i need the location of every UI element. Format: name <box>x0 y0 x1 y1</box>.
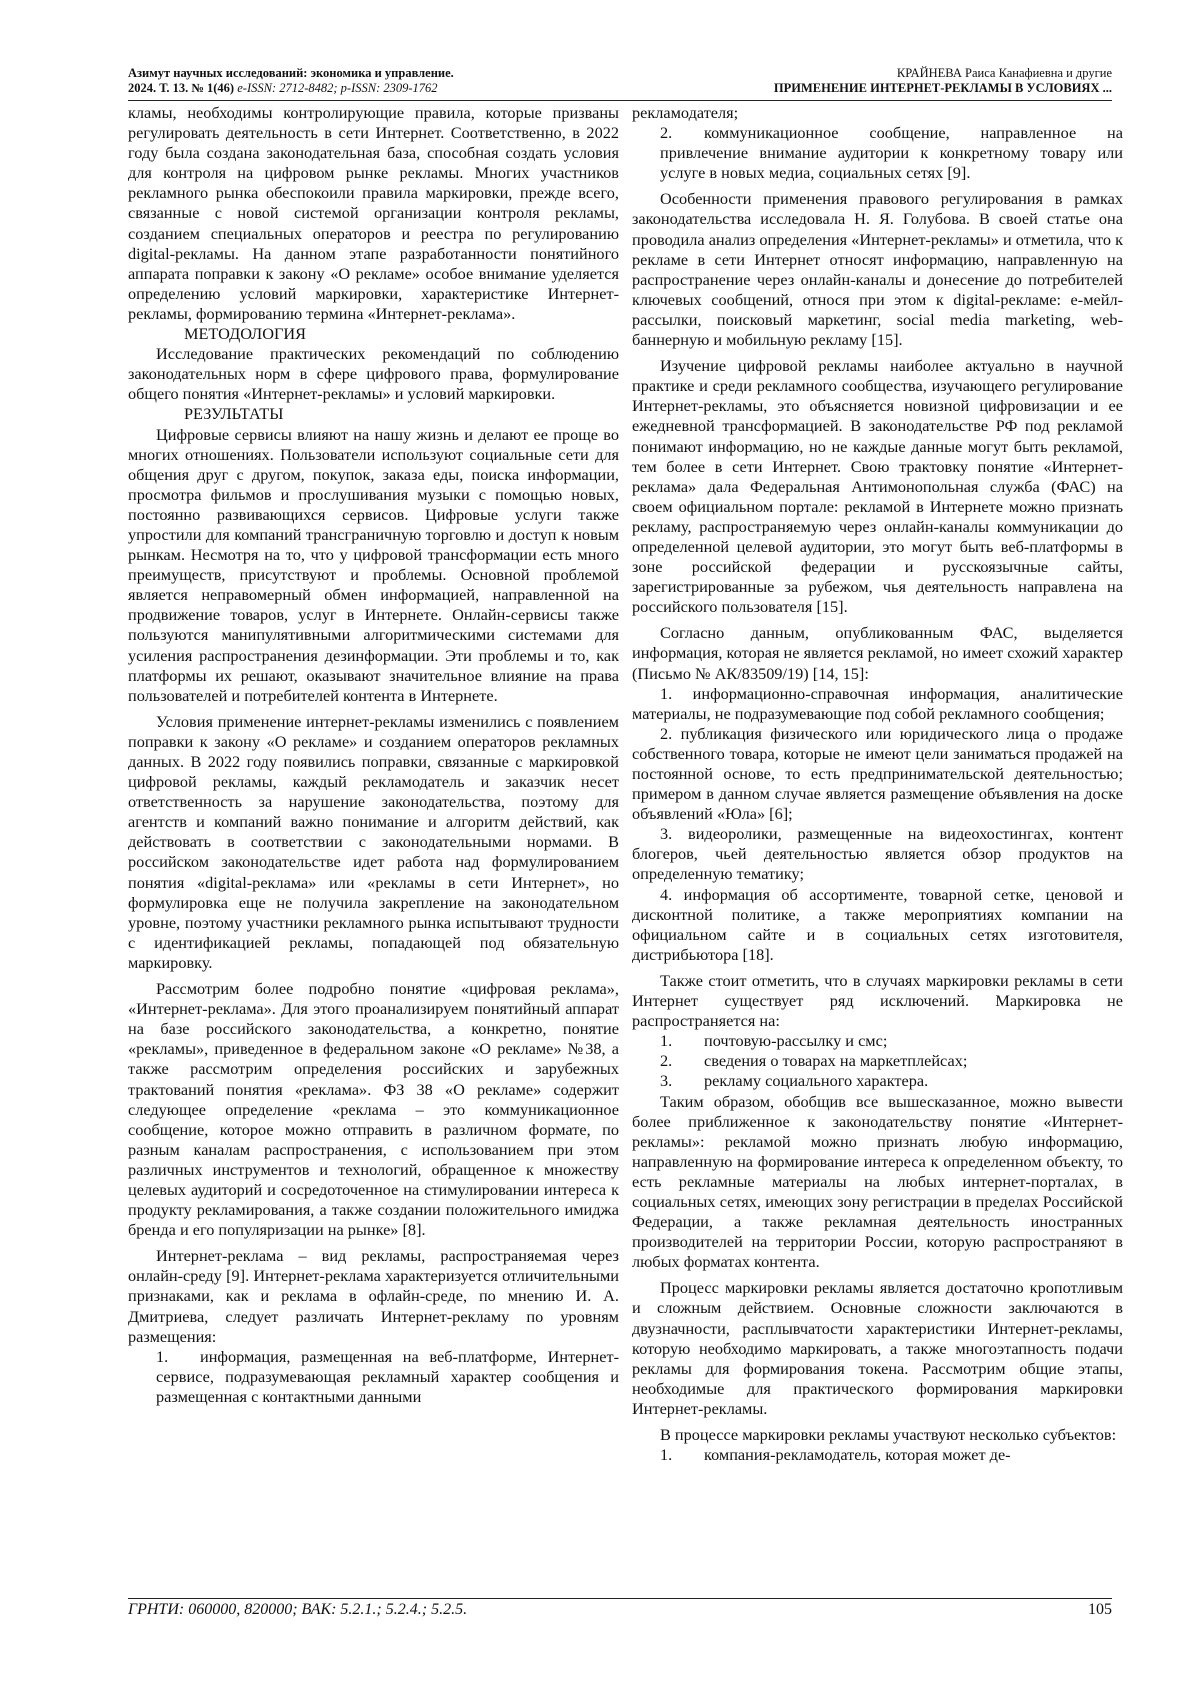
article-title: ПРИМЕНЕНИЕ ИНТЕРНЕТ-РЕКЛАМЫ В УСЛОВИЯХ ... <box>773 81 1112 95</box>
journal-issue: 2024. Т. 13. № 1(46) <box>128 81 235 95</box>
list-item <box>632 123 1123 183</box>
list-number: 3. <box>660 1071 673 1091</box>
list-item: 2. публикация физического или юридического лица о продаже собственного товара, которые не имеют цели заниматься продажей на постоянной основе, то есть предпринимательской деятельностью; примером в данном случае является размещение объявления на доске объявлений «Юла» [6]; <box>632 723 1123 824</box>
article-info <box>774 66 1112 96</box>
paragraph: Цифровые сервисы влияют на нашу жизнь и делают ее проще во многих отношениях. Пользователи используют социальные сети для общения друг с другом, покупок, заказа еды, поиска информации, просмотра фильмов и прослушивания музыки с помощью новых, постоянно развивающихся сервисов. Цифровые услуги также упростили для компаний трансграничную торговлю и доступ к новым рынкам. Несмотря на то, что у цифровой трансформации есть много преимуществ, присутствуют и проблемы. Основной проблемой является неправомерный обмен информацией, направленной на продвижение товаров, услуг в Интернете. Онлайн-сервисы также пользуются манипулятивными алгоритмическими системами для усиления распространения дезинформации. Эти проблемы и то, как платформы их решают, оказывают значительное влияние на права пользователей и потребителей контента в Интернете. <box>128 424 619 705</box>
section-heading-methodology: МЕТОДОЛОГИЯ <box>184 324 306 344</box>
paragraph: Исследование практических рекомендаций по соблюдению законодательных норм в сфере цифрового права, формулирование общего понятия «Интернет-рекламы» и условий маркировки. <box>128 344 619 404</box>
classification-codes: ГРНТИ: 060000, 820000; ВАК: 5.2.1.; 5.2.4.; 5.2.5. <box>128 1601 468 1618</box>
section-heading-results: РЕЗУЛЬТАТЫ <box>184 404 284 424</box>
list-number: 1. <box>156 1346 169 1366</box>
list-text: почтовую-рассылку и смс; <box>704 1031 888 1051</box>
paragraph: рекламодателя; <box>632 103 739 122</box>
journal-issue-line <box>128 81 454 96</box>
paragraph: В процессе маркировки рекламы участвуют несколько субъектов: <box>660 1425 1117 1444</box>
paragraph: Согласно данным, опубликованным ФАС, выделяется информация, которая не является рекламой, но имеет схожий характер (Письмо № АК/83509/19) [14, 15]: <box>632 623 1123 683</box>
list-text: сведения о товарах на маркетплейсах; <box>704 1051 968 1071</box>
list-number: 1. <box>660 1031 673 1051</box>
journal-title: Азимут научных исследований: экономика и управление. <box>128 66 454 80</box>
paragraph: Интернет-реклама – вид рекламы, распространяемая через онлайн-среду [9]. Интернет-реклама характеризуется отличительными признаками, как и реклама в офлайн-среде, по мнению И. А. Дмитриева, следует различать Интернет-рекламу по уровням размещения: <box>128 1246 619 1346</box>
list-item <box>632 1445 1123 1465</box>
journal-issn: e-ISSN: 2712-8482; p-ISSN: 2309-1762 <box>237 81 438 95</box>
list-text: компания-рекламодатель, которая может де- <box>704 1445 1011 1465</box>
list-item <box>128 1347 619 1407</box>
list-item <box>632 1031 1123 1051</box>
right-column <box>632 103 1123 1598</box>
list-text: рекламу социального характера. <box>704 1071 929 1091</box>
list-number: 2. <box>660 1051 673 1071</box>
paragraph: Изучение цифровой рекламы наиболее актуально в научной практике и среди рекламного сообщества, изучающего регулирование Интернет-рекламы, это объясняется новизной цифровизации и ее ежедневной трансформацией. В законодательстве РФ под рекламой понимают информацию, но не каждые данные могут быть рекламой, тем более в сети Интернет. Свою трактовку понятие «Интернет-реклама» дала Федеральная Антимонопольная служба (ФАС) на своем официальном портале: рекламой в Интернете можно признать рекламу, распространяемую через онлайн-каналы коммуникации до определенной целевой аудитории, это могут быть веб-платформы в зоне российской федерации и русскоязычные сайты, зарегистрированные за рубежом, чья деятельность направлена на российского пользователя [15]. <box>632 356 1123 617</box>
list-item: 3. видеоролики, размещенные на видеохостингах, контент блогеров, чьей деятельностью является обзор продуктов на определенную тематику; <box>632 824 1123 884</box>
paragraph: Условия применение интернет-рекламы изменились с появлением поправки к закону «О рекламе» и созданием операторов рекламных данных. В 2022 году появились поправки, связанные с маркировкой цифровой рекламы, каждый рекламодатель и заказчик несет ответственность за нарушение законодательства, поэтому для агентств и компаний важно понимание и алгоритм действий, как действовать в соответствии с законодательными нормами. В российском законодательстве идет работа над формулированием понятия «digital-реклама» или «рекламы в сети Интернет», но формулировка еще не получила закрепление на законодательном уровне, поэтому участники рекламного рынка испытывают трудности с идентификацией рекламы, попадающей под обязательную маркировку. <box>128 711 619 972</box>
list-item <box>632 1051 1123 1071</box>
list-number: 2. <box>660 123 673 143</box>
list-text: коммуникационное сообщение, направленное на привлечение внимание аудитории к конкретному товару или услуге в новых медиа, социальных сетях [9]. <box>660 123 1123 183</box>
paragraph: Процесс маркировки рекламы является достаточно кропотливым и сложным действием. Основные сложности заключаются в двузначности, расплывчатости характеристики Интернет-рекламы, которую необходимо маркировать, а также многоэтапность подачи рекламы для формирования токена. Рассмотрим общие этапы, необходимые для практического формирования маркировки Интернет-рекламы. <box>632 1278 1123 1418</box>
journal-info <box>128 66 454 96</box>
paragraph: Рассмотрим более подробно понятие «цифровая реклама», «Интернет-реклама». Для этого проанализируем понятийный аппарат на базе российского законодательства, а конкретно, понятие «рекламы», приведенное в федеральном законе «О рекламе» №38, а также рассмотрим определения российских и зарубежных трактований понятия «реклама». ФЗ 38 «О рекламе» содержит следующее определение «реклама – это коммуникационное сообщение, которое можно отправить в различном формате, по разным каналам распространения, с использованием при этом различных инструментов и технологий, обращенное к множеству целевых аудиторий и сосредоточенное на стимулировании интереса к продукту рекламирования, а также создании положительного имиджа бренда и его популяризации на рынке» [8]. <box>128 979 619 1240</box>
paragraph: Таким образом, обобщив все вышесказанное, можно вывести более приближенное к законодательству понятие «Интернет-рекламы»: рекламой можно признать любую информацию, направленную на формирование интереса к определенном объекту, то есть рекламные материалы на любых интернет-порталах, в социальных сетях, имеющих зону регистрации в пределах Российской Федерации, а также рекламная деятельность иностранных производителей на территории России, которую распространяют в любых форматах контента. <box>632 1091 1123 1272</box>
list-text: информация, размещенная на веб-платформе, Интернет-сервисе, подразумевающая рекламный характер сообщения и размещенная с контактными данными <box>156 1346 619 1406</box>
left-column <box>128 103 619 1598</box>
page-number: 105 <box>1088 1601 1112 1618</box>
running-footer <box>128 1598 1112 1618</box>
article-authors: КРАЙНЕВА Раиса Канафиевна и другие <box>896 66 1112 80</box>
list-item <box>632 1071 1123 1091</box>
paragraph: кламы, необходимы контролирующие правила, которые призваны регулировать деятельность в сети Интернет. Соответственно, в 2022 году была создана законодательная база, способная создать условия для контроля на цифровом рынке рекламы. Многих участников рекламного рынка обеспокоили правила маркировки, прежде всего, связанные с новой системой организации контроля рекламы, созданием специальных операторов и реестра по регулированию digital-рекламы. На данном этапе разработанности понятийного аппарата поправки к закону «О рекламе» особое внимание уделяется определению условий маркировки, характеристике Интернет-рекламы, формированию термина «Интернет-реклама». <box>128 103 619 323</box>
paragraph: Также стоит отметить, что в случаях маркировки рекламы в сети Интернет существует ряд исключений. Маркировка не распространяется на: <box>632 970 1123 1031</box>
running-header <box>128 66 1112 101</box>
paragraph: Особенности применения правового регулирования в рамках законодательства исследовала Н. Я. Голубова. В своей статье она проводила анализ определения «Интернет-рекламы» и отметила, что к рекламе в сети Интернет относят информацию, направленную на распространение через онлайн-каналы и донесение до потребителей ключевых сообщений, относя при этом к digital-рекламе: е-мейл-рассылки, поисковый маркетинг, social media marketing, web-баннерную и мобильную рекламу [15]. <box>632 189 1123 350</box>
list-item: 4. информация об ассортименте, товарной сетке, ценовой и дисконтной политике, а также мероприятиях компании на официальном сайте и в социальных сетях изготовителя, дистрибьютора [18]. <box>632 884 1123 964</box>
list-number: 1. <box>660 1445 673 1465</box>
list-item: 1. информационно-справочная информация, аналитические материалы, не подразумевающие под собой рекламного сообщения; <box>632 683 1123 723</box>
